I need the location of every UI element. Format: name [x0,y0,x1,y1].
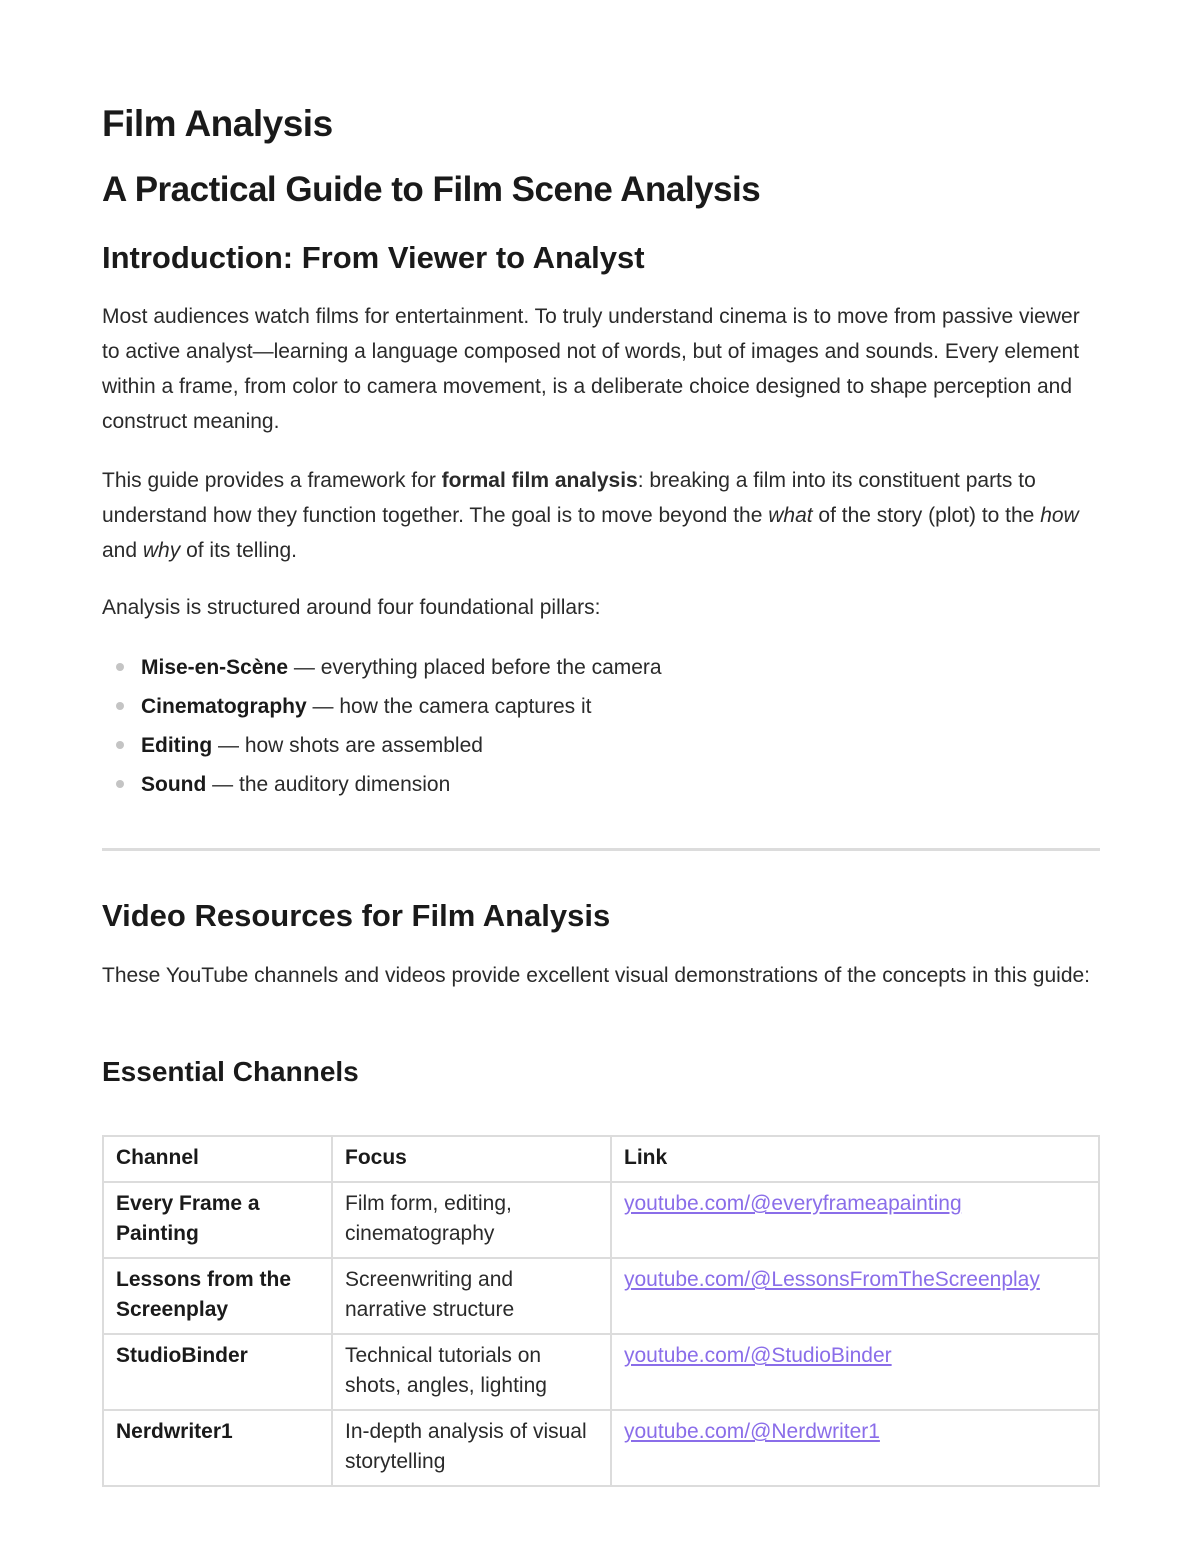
intro-paragraph-2 [102,463,1100,568]
channel-focus: Technical tutorials on shots, angles, lighting [332,1334,611,1410]
intro-p2-text-a: This guide provides a framework for [102,469,442,492]
pillar-desc: — how shots are assembled [212,734,483,757]
channel-link-cell [611,1182,1099,1258]
bullet-icon [116,702,124,710]
channel-link[interactable]: youtube.com/@StudioBinder [624,1344,892,1367]
channel-name: StudioBinder [103,1334,332,1410]
emphasis-how: how [1040,504,1079,527]
section-divider [102,848,1100,851]
table-row [103,1334,1099,1410]
column-header-focus: Focus [332,1136,611,1182]
channel-link[interactable]: youtube.com/@LessonsFromTheScreenplay [624,1268,1040,1291]
formal-analysis-term: formal film analysis [441,469,638,492]
intro-p2-text-i: of its telling. [180,539,297,562]
channel-focus: In-depth analysis of visual storytelling [332,1410,611,1486]
pillar-name: Editing [141,734,213,757]
channel-focus: Screenwriting and narrative structure [332,1258,611,1334]
table-row [103,1182,1099,1258]
channel-name: Every Frame a Painting [103,1182,332,1258]
bullet-icon [116,741,124,749]
emphasis-what: what [768,504,813,527]
channel-name: Nerdwriter1 [103,1410,332,1486]
channel-link-cell [611,1258,1099,1334]
channels-table [102,1135,1100,1487]
list-item [102,648,1100,687]
table-row [103,1410,1099,1486]
guide-title: A Practical Guide to Film Scene Analysis [102,170,761,209]
pillar-desc: — everything placed before the camera [288,656,662,679]
intro-paragraph-1: Most audiences watch films for entertainment. To truly understand cinema is to move from passive viewer to active analyst—learning a language composed not of words, but of images and sounds. Every element within a frame, from color to camera movement, is a deliberate choice designed to shape perception and construct meaning. [102,305,1080,433]
document-title: Film Analysis [102,103,333,144]
table-row [103,1258,1099,1334]
pillar-name: Sound [141,773,207,796]
resources-intro: These YouTube channels and videos provide excellent visual demonstrations of the concepts in this guide: [102,964,1091,987]
channel-link[interactable]: youtube.com/@everyframeapainting [624,1192,962,1215]
bullet-icon [116,780,124,788]
channel-link-cell [611,1410,1099,1486]
intro-paragraph-3: Analysis is structured around four foundational pillars: [102,596,601,619]
list-item [102,765,1100,804]
pillar-name: Cinematography [141,695,307,718]
list-item [102,726,1100,765]
pillars-list [102,648,1100,804]
pillar-name: Mise-en-Scène [141,656,289,679]
intro-p2-text-c: : breaking a film into its constituent parts to understand how they function together. The goal is to move beyond the [102,469,1036,527]
channel-name: Lessons from the Screenplay [103,1258,332,1334]
channel-link[interactable]: youtube.com/@Nerdwriter1 [624,1420,880,1443]
channel-focus: Film form, editing, cinematography [332,1182,611,1258]
emphasis-why: why [142,539,181,562]
channel-link-cell [611,1334,1099,1410]
intro-p2-text-g: and [102,539,143,562]
table-header-row [103,1136,1099,1182]
intro-p2-text-e: of the story (plot) to the [812,504,1041,527]
essential-channels-heading: Essential Channels [102,1056,359,1087]
pillar-desc: — how the camera captures it [306,695,592,718]
intro-heading: Introduction: From Viewer to Analyst [102,240,645,275]
column-header-link: Link [611,1136,1099,1182]
list-item [102,687,1100,726]
pillar-desc: — the auditory dimension [206,773,451,796]
column-header-channel: Channel [103,1136,332,1182]
resources-heading: Video Resources for Film Analysis [102,898,611,933]
bullet-icon [116,663,124,671]
